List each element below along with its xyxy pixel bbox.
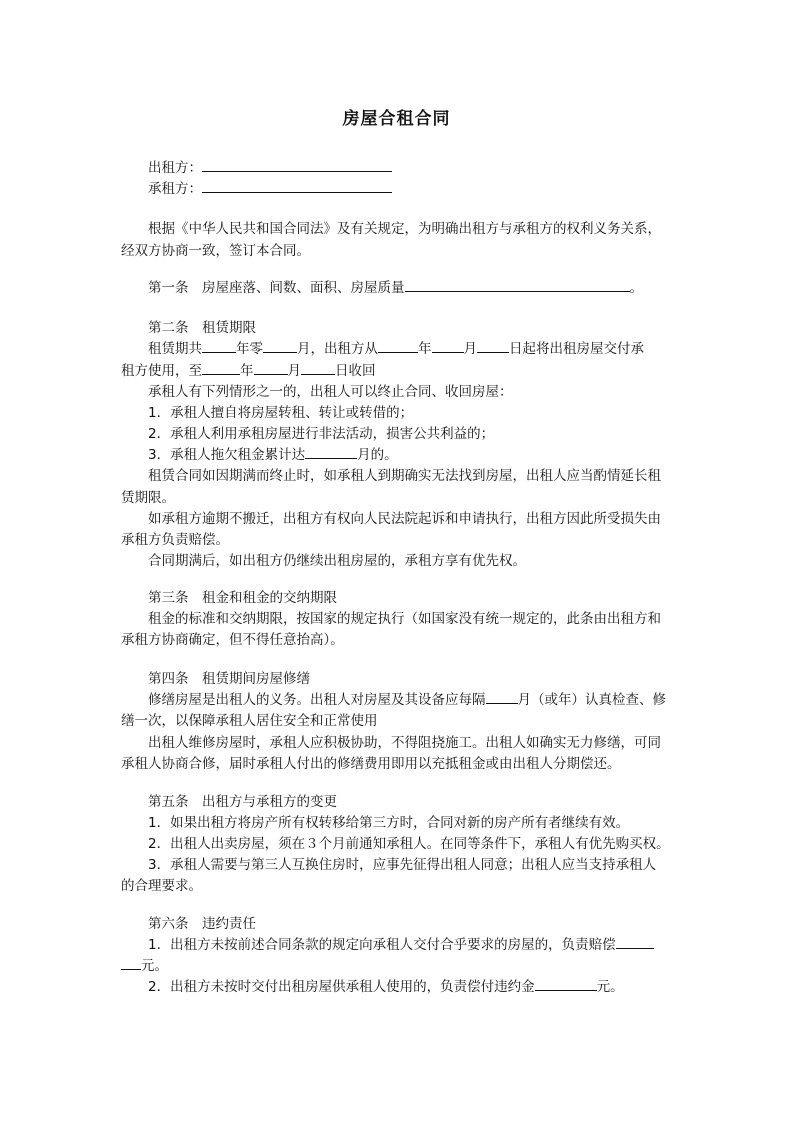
overdue-line-1: 如承租方逾期不搬迁，出租方有权向人民法院起诉和申请执行，出租方因此所受损失由 (148, 511, 661, 527)
termination-item-2: 2．承租人利用承租房屋进行非法活动，损害公共利益的； (148, 426, 495, 442)
termination-item-1: 1．承租人擅自将房屋转租、转让或转借的； (148, 405, 414, 421)
lease-term-line-2: 租方使用，至 年 月 日收回 (121, 360, 376, 382)
article-3-heading: 第三条 租金和租金的交纳期限 (148, 590, 337, 606)
preamble-line-2: 经双方协商一致，签订本合同。 (121, 243, 310, 259)
article-3-line-1: 租金的标准和交纳期限，按国家的规定执行（如国家没有统一规定的，此条由出租方和 (148, 611, 661, 627)
article-2-heading: 第二条 租赁期限 (148, 320, 256, 336)
lessor-line (148, 157, 392, 179)
article-1-line: 第一条 房屋座落、间数、面积、房屋质量 。 (148, 277, 643, 299)
article-5-heading: 第五条 出租方与承租方的变更 (148, 794, 337, 810)
expiry-line-1: 租赁合同如因期满而终止时，如承租人到期确实无法找到房屋，出租人应当酌情延长租 (148, 468, 661, 484)
breach-item-1-line-2: 元。 (121, 955, 168, 977)
article-4-heading: 第四条 租赁期间房屋修缮 (148, 671, 310, 687)
lessor-blank (202, 157, 392, 172)
change-item-2: 2．出租人出卖房屋，须在３个月前通知承租人。在同等条件下，承租人有优先购买权。 (148, 836, 670, 852)
priority-line: 合同期满后，如出租方仍继续出租房屋的，承租方享有优先权。 (148, 553, 526, 569)
termination-item-3: 3．承租人拖欠租金累计达 月的。 (148, 444, 398, 466)
lessor-label: 出租方： (148, 160, 202, 176)
lease-term-line-1: 租赁期共 年零 月，出租方从 年 月 日起将出租房屋交付承 (148, 338, 644, 360)
repair-line-4: 承租人协商合修，届时承租人付出的修缮费用即用以充抵租金或由出租人分期偿还。 (121, 756, 621, 772)
lessee-label: 承租方： (148, 181, 202, 197)
repair-line-3: 出租人维修房屋时，承租人应积极协助，不得阻挠施工。出租人如确实无力修缮，可同 (148, 735, 661, 751)
lessee-blank (202, 178, 392, 193)
overdue-line-2: 承租方负责赔偿。 (121, 532, 229, 548)
preamble-line-1: 根据《中华人民共和国合同法》及有关规定，为明确出租方与承租方的权利义务关系， (148, 221, 661, 237)
expiry-line-2: 赁期限。 (121, 490, 175, 506)
article-6-heading: 第六条 违约责任 (148, 916, 256, 932)
property-blank (405, 277, 630, 292)
lessee-line (148, 178, 392, 200)
termination-intro: 承租人有下列情形之一的，出租人可以终止合同、收回房屋： (148, 384, 513, 400)
change-item-3-line-2: 的合理要求。 (121, 878, 202, 894)
change-item-3-line-1: 3．承租人需要与第三人互换住房时，应事先征得出租人同意；出租人应当支持承租人 (148, 857, 657, 873)
breach-item-2: 2．出租方未按时交付出租房屋供承租人使用的，负责偿付违约金 元。 (148, 976, 624, 998)
repair-line-1: 修缮房屋是出租人的义务。出租人对房屋及其设备应每隔 月（或年）认真检查、修 (148, 689, 666, 711)
article-3-line-2: 承租方协商确定，但不得任意抬高）。 (121, 632, 344, 648)
breach-item-1-line-1: 1．出租方未按前述合同条款的规定向承租人交付合乎要求的房屋的，负责赔偿 (148, 934, 654, 956)
article-1-heading: 第一条 房屋座落、间数、面积、房屋质量 (148, 280, 405, 296)
change-item-1: 1．如果出租方将房产所有权转移给第三方时，合同对新的房产所有者继续有效。 (148, 815, 630, 831)
document-title: 房屋合租合同 (342, 109, 451, 129)
repair-line-2: 缮一次，以保障承租人居住安全和正常使用 (121, 713, 378, 729)
